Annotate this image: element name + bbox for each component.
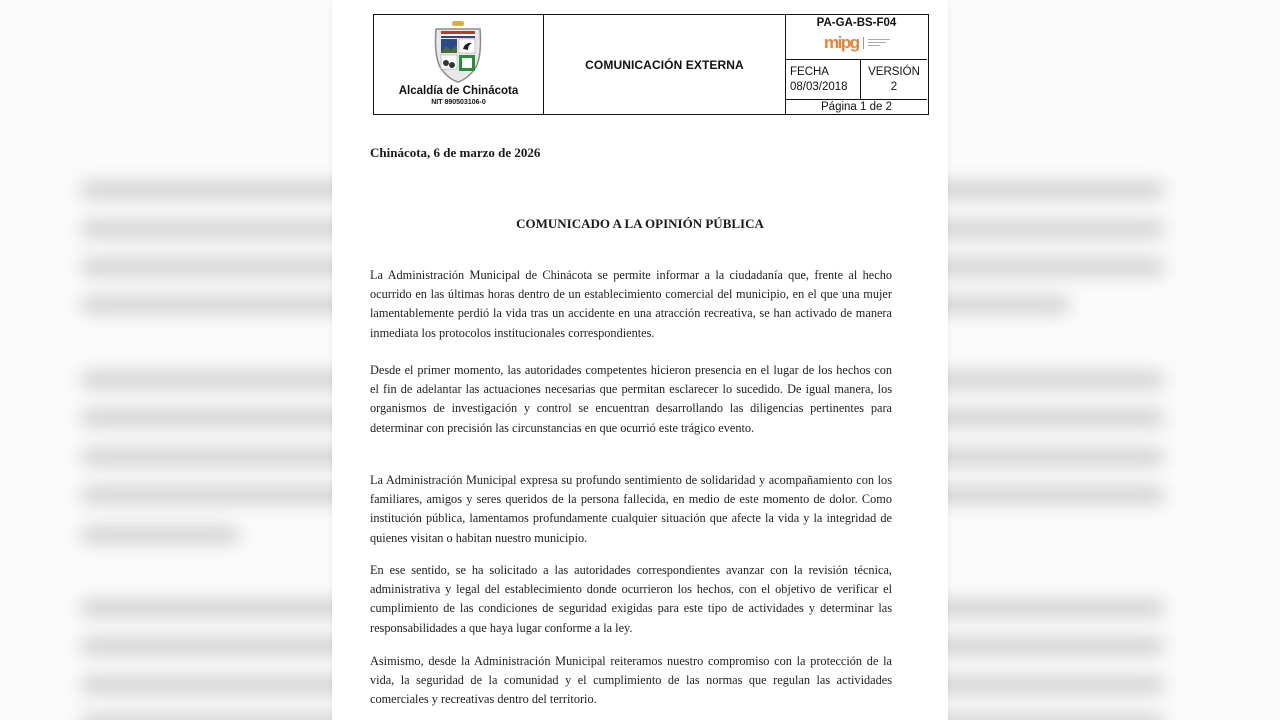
document-page bbox=[332, 0, 948, 720]
paragraph-5: Asimismo, desde la Administración Municipal reiteramos nuestro compromiso con la protección de la vida, la seguridad de la comunidad y el cumplimiento de las normas que regulan las actividades comerciales y recreativas dentro del territorio. bbox=[370, 654, 892, 707]
date-cell bbox=[786, 60, 861, 99]
letterhead-doc-type-cell bbox=[544, 15, 786, 114]
version-label: VERSIÓN bbox=[868, 66, 920, 78]
form-code: PA-GA-BS-F04 bbox=[816, 17, 897, 29]
paragraph-4: En ese sentido, se ha solicitado a las autoridades correspondientes avanzar con la revisión técnica, administrativa y legal del establecimiento donde ocurrieron los hechos, con el objetivo de verificar el cumplimiento de las condiciones de seguridad exigidas para este tipo de actividades y determinar las responsabilidades a que haya lugar conforme a la ley. bbox=[370, 563, 892, 635]
version-cell bbox=[861, 60, 927, 99]
paragraph-3: La Administración Municipal expresa su profundo sentimiento de solidaridad y acompañamiento con los familiares, amigos y seres queridos de la persona fallecida, en medio de este momento de dolor. Como institución pública, lamentamos profundamente cualquier situación que afecte la vida y la integridad de quienes visitan o habitan nuestro municipio. bbox=[370, 473, 892, 545]
blurred-text-line bbox=[80, 527, 240, 543]
date-label: FECHA bbox=[790, 66, 829, 78]
place-and-date: Chinácota, 6 de marzo de 2026 bbox=[370, 145, 541, 160]
form-code-cell bbox=[786, 15, 927, 60]
mipg-divider bbox=[863, 37, 864, 49]
organization-name: Alcaldía de Chinácota bbox=[398, 85, 519, 97]
mipg-logo-icon bbox=[824, 34, 890, 51]
municipal-crest-icon bbox=[432, 21, 484, 83]
mipg-logo-text: mipg bbox=[824, 33, 859, 52]
date-value: 08/03/2018 bbox=[790, 81, 848, 93]
paragraph-2: Desde el primer momento, las autoridades competentes hicieron presencia en el lugar de los hechos con el fin de adelantar las actuaciones necesarias que permitan esclarecer lo sucedido. De igual manera, los organismos de investigación y control se encuentran desarrollando las diligencias pertinentes para determinar con precisión las circunstancias en que ocurrió este trágico evento. bbox=[370, 363, 892, 435]
document-type: COMUNICACIÓN EXTERNA bbox=[585, 57, 744, 72]
page-indicator: Página 1 de 2 bbox=[821, 101, 892, 113]
organization-nit: NIT 890503106-0 bbox=[431, 99, 486, 106]
version-value: 2 bbox=[890, 81, 898, 93]
letterhead-meta-cell bbox=[786, 15, 927, 114]
mipg-tagline bbox=[868, 39, 890, 47]
letterhead-org-cell bbox=[374, 15, 544, 114]
paragraph-1: La Administración Municipal de Chinácota se permite informar a la ciudadanía que, frente al hecho ocurrido en las últimas horas dentro de un establecimiento comercial del municipio, en el que una mujer lamentablemente perdió la vida tras un accidente en una atracción recreativa, se han activado de manera inmediata los protocolos institucionales correspondientes. bbox=[370, 268, 892, 340]
communique-title: COMUNICADO A LA OPINIÓN PÚBLICA bbox=[516, 216, 764, 231]
letterhead-table bbox=[373, 14, 929, 115]
date-version-row bbox=[786, 60, 927, 100]
